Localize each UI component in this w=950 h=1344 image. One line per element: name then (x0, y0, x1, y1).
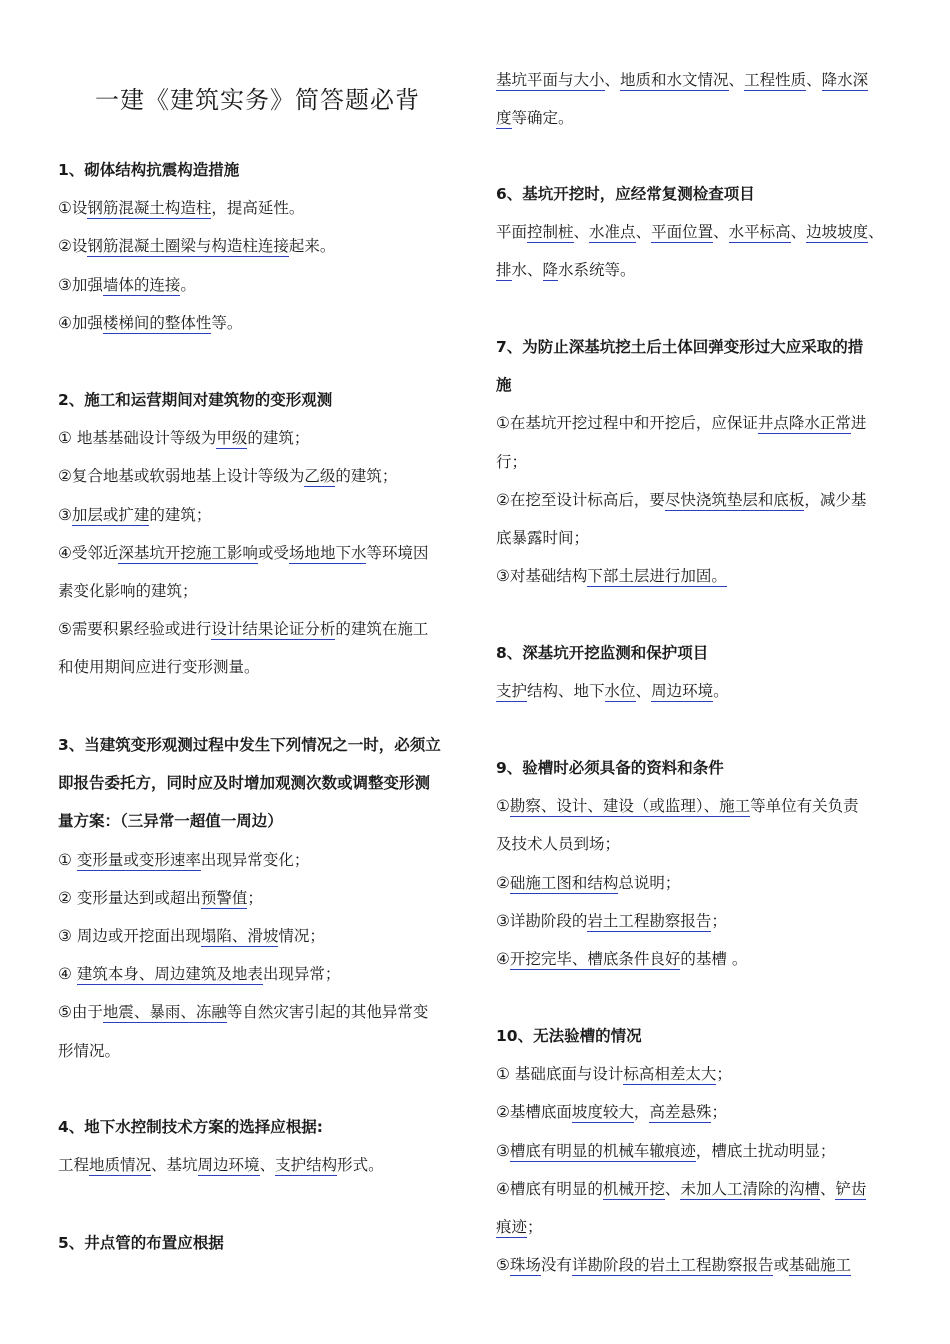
section-heading: 10、无法验槽的情况 (496, 1027, 642, 1045)
list-item: ③槽底有明显的机械车辙痕迹，槽底土扰动明显； (496, 1141, 836, 1160)
section-heading: 即报告委托方，同时应及时增加观测次数或调整变形测 (58, 774, 431, 793)
list-item: 支护结构、地下水位、周边环境。 (496, 682, 729, 701)
list-item: ⑤需要积累经验或进行设计结果论证分析的建筑在施工 (58, 620, 429, 639)
section-heading: 1、砌体结构抗震构造措施 (58, 161, 240, 179)
list-item: 形情况。 (58, 1041, 121, 1060)
list-item: 工程地质情况、基坑周边环境、支护结构形式。 (58, 1156, 384, 1175)
list-item: ①在基坑开挖过程中和开挖后，应保证井点降水正常进 (496, 414, 867, 433)
list-item: ②在挖至设计标高后，要尽快浇筑垫层和底板，减少基 (496, 490, 867, 509)
section-heading: 施 (496, 376, 512, 395)
list-item: ① 基础底面与设计标高相差太大； (496, 1065, 732, 1084)
section-5-continued (496, 61, 896, 137)
list-item: 度等确定。 (496, 109, 574, 128)
list-item: 排水、降水系统等。 (496, 261, 636, 280)
section-5 (58, 1224, 468, 1262)
list-item: 痕迹； (496, 1218, 543, 1237)
section-heading: 量方案：（三异常一超值一周边） (58, 812, 283, 831)
list-item: ④开挖完毕、槽底条件良好的基槽 。 (496, 950, 748, 969)
section-heading: 2、施工和运营期间对建筑物的变形观测 (58, 391, 333, 409)
list-item: 行； (496, 452, 528, 471)
list-item: 素变化影响的建筑； (58, 582, 198, 601)
list-item: ⑤由于地震、暴雨、冻融等自然灾害引起的其他异常变 (58, 1003, 429, 1022)
list-item: ③详勘阶段的岩土工程勘察报告； (496, 911, 727, 930)
list-item: ④ 建筑本身、周边建筑及地表出现异常； (58, 965, 341, 984)
list-item: ③加层或扩建的建筑； (58, 505, 212, 524)
section-6 (496, 175, 896, 290)
section-heading: 4、地下水控制技术方案的选择应根据: (58, 1118, 323, 1136)
list-item: 和使用期间应进行变形测量。 (58, 658, 260, 677)
list-item: ③ 周边或开挖面出现塌陷、滑坡情况； (58, 927, 325, 946)
section-10 (496, 1017, 896, 1284)
list-item: 底暴露时间； (496, 529, 590, 548)
list-item: ② 变形量达到或超出预警值； (58, 888, 263, 907)
section-8 (496, 634, 896, 710)
list-item: 基坑平面与大小、地质和水文情况、工程性质、降水深 (496, 71, 869, 89)
section-heading: 3、当建筑变形观测过程中发生下列情况之一时，必须立 (58, 736, 441, 754)
list-item: ① 变形量或变形速率出现异常变化； (58, 850, 310, 869)
list-item: ③对基础结构下部土层进行加固。 (496, 567, 727, 586)
section-7 (496, 328, 896, 595)
list-item: ①设钢筋混凝土构造柱，提高延性。 (58, 199, 305, 218)
section-heading: 6、基坑开挖时，应经常复测检查项目 (496, 185, 755, 203)
section-2 (58, 381, 468, 687)
list-item: ⑤珠场没有详勘阶段的岩土工程勘察报告或基础施工 (496, 1256, 851, 1275)
section-heading: 7、为防止深基坑挖土后土体回弹变形过大应采取的措 (496, 338, 864, 356)
list-item: ②复合地基或软弱地基上设计等级为乙级的建筑； (58, 467, 398, 486)
list-item: ③加强墙体的连接。 (58, 275, 196, 294)
list-item: ④受邻近深基坑开挖施工影响或受场地地下水等环境因 (58, 543, 429, 562)
section-4 (58, 1108, 468, 1184)
page-title: 一建《建筑实务》简答题必背 (95, 86, 420, 114)
list-item: ②础施工图和结构总说明； (496, 873, 681, 892)
list-item: 及技术人员到场； (496, 835, 621, 854)
list-item: 平面控制桩、水准点、平面位置、水平标高、边坡坡度、 (496, 223, 884, 242)
section-heading: 9、验槽时必须具备的资料和条件 (496, 759, 724, 777)
list-item: ②基槽底面坡度较大，高差悬殊； (496, 1103, 727, 1122)
section-9 (496, 749, 896, 978)
list-item: ②设钢筋混凝土圈梁与构造柱连接起来。 (58, 237, 336, 256)
section-3 (58, 726, 468, 1070)
list-item: ① 地基基础设计等级为甲级的建筑； (58, 429, 310, 448)
section-1 (58, 151, 468, 342)
section-heading: 8、深基坑开挖监测和保护项目 (496, 644, 709, 662)
list-item: ④加强楼梯间的整体性等。 (58, 313, 243, 332)
list-item: ④槽底有明显的机械开挖、未加人工清除的沟槽、铲齿 (496, 1179, 867, 1198)
section-heading: 5、井点管的布置应根据 (58, 1234, 224, 1252)
list-item: ①勘察、设计、建设（或监理）、施工等单位有关负责 (496, 797, 859, 816)
